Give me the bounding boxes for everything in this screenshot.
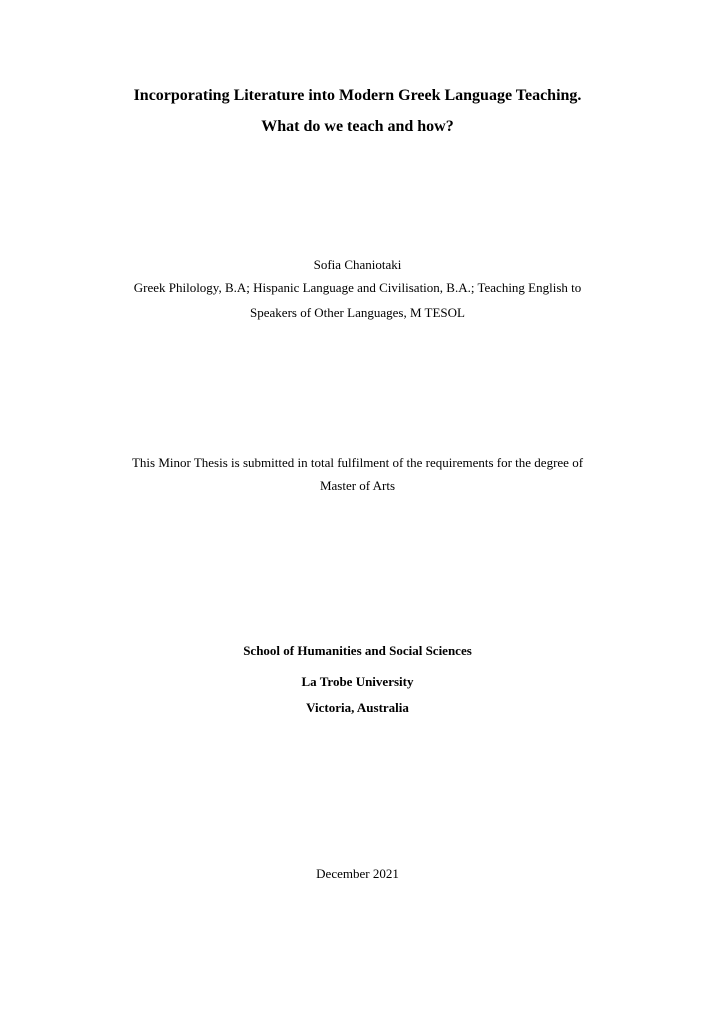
thesis-title-line-1: Incorporating Literature into Modern Greek Language Teaching. <box>133 87 582 104</box>
author-degrees-line-1: Greek Philology, B.A; Hispanic Language and Civilisation, B.A.; Teaching English to <box>133 280 582 295</box>
author-degrees-line-2: Speakers of Other Languages, M TESOL <box>250 305 465 320</box>
university-location: Victoria, Australia <box>306 700 409 715</box>
author-name: Sofia Chaniotaki <box>313 257 402 272</box>
submission-statement-line-1: This Minor Thesis is submitted in total fulfilment of the requirements for the degree of <box>131 455 584 470</box>
school-name: School of Humanities and Social Sciences <box>243 643 472 658</box>
university-name: La Trobe University <box>301 674 414 689</box>
submission-statement-line-2: Master of Arts <box>319 478 396 493</box>
thesis-title-line-2: What do we teach and how? <box>261 118 454 135</box>
submission-date: December 2021 <box>316 866 399 881</box>
